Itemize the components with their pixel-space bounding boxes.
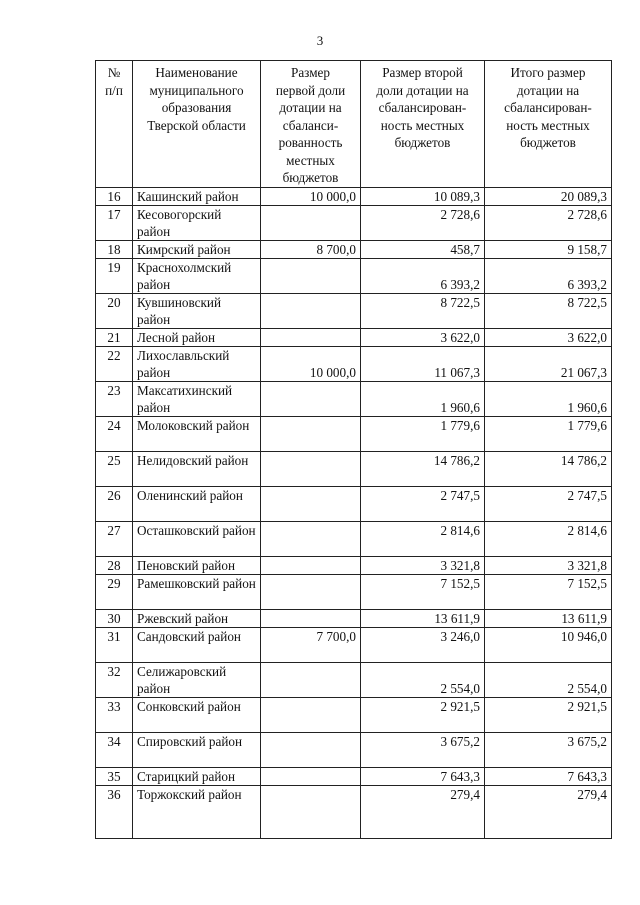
municipality-name: Оленинский район: [133, 487, 261, 522]
first-share-value: [261, 663, 361, 698]
municipality-name: Нелидовский район: [133, 452, 261, 487]
row-number: 27: [96, 522, 133, 557]
first-share-value: [261, 522, 361, 557]
total-value: 2 554,0: [485, 663, 612, 698]
row-number: 31: [96, 628, 133, 663]
row-number: 22: [96, 347, 133, 382]
first-share-value: 10 000,0: [261, 188, 361, 206]
second-share-value: 14 786,2: [361, 452, 485, 487]
second-share-value: 2 554,0: [361, 663, 485, 698]
table-row: [96, 347, 612, 382]
total-value: 10 946,0: [485, 628, 612, 663]
municipality-name: Краснохолмский район: [133, 259, 261, 294]
row-number: 23: [96, 382, 133, 417]
first-share-value: 7 700,0: [261, 628, 361, 663]
municipality-name: Кашинский район: [133, 188, 261, 206]
first-share-value: [261, 733, 361, 768]
first-share-value: [261, 417, 361, 452]
first-share-value: [261, 786, 361, 839]
total-value: 6 393,2: [485, 259, 612, 294]
row-number: 26: [96, 487, 133, 522]
municipality-name: Спировский район: [133, 733, 261, 768]
first-share-value: 10 000,0: [261, 347, 361, 382]
municipality-name: Ржевский район: [133, 610, 261, 628]
total-value: 2 921,5: [485, 698, 612, 733]
second-share-value: 13 611,9: [361, 610, 485, 628]
first-share-value: [261, 382, 361, 417]
first-share-value: [261, 294, 361, 329]
page-number: 3: [316, 33, 324, 48]
municipality-name: Осташковский район: [133, 522, 261, 557]
total-value: 2 814,6: [485, 522, 612, 557]
total-value: 3 622,0: [485, 329, 612, 347]
total-value: 13 611,9: [485, 610, 612, 628]
municipality-name: Торжокский район: [133, 786, 261, 839]
row-number: 35: [96, 768, 133, 786]
header-total: Итого размер дотации на сбалансирован- ность местных бюджетов: [485, 61, 612, 188]
second-share-value: 3 622,0: [361, 329, 485, 347]
table-row: [96, 259, 612, 294]
municipality-name: Сонковский район: [133, 698, 261, 733]
first-share-value: [261, 610, 361, 628]
total-value: 3 321,8: [485, 557, 612, 575]
second-share-value: 1 779,6: [361, 417, 485, 452]
row-number: 36: [96, 786, 133, 839]
table-row: [96, 575, 612, 610]
header-second-share: Размер второй доли дотации на сбалансирован- ность местных бюджетов: [361, 61, 485, 188]
total-value: 2 747,5: [485, 487, 612, 522]
header-number: № п/п: [96, 61, 133, 188]
table-row: [96, 188, 612, 206]
second-share-value: 7 643,3: [361, 768, 485, 786]
row-number: 20: [96, 294, 133, 329]
total-value: 3 675,2: [485, 733, 612, 768]
second-share-value: 11 067,3: [361, 347, 485, 382]
second-share-value: 279,4: [361, 786, 485, 839]
row-number: 33: [96, 698, 133, 733]
row-number: 29: [96, 575, 133, 610]
total-value: 1 960,6: [485, 382, 612, 417]
municipality-name: Максатихинский район: [133, 382, 261, 417]
municipality-name: Кимрский район: [133, 241, 261, 259]
subsidy-table: [95, 60, 612, 839]
total-value: 21 067,3: [485, 347, 612, 382]
table-row: [96, 786, 612, 839]
municipality-name: Кесовогорский район: [133, 206, 261, 241]
row-number: 16: [96, 188, 133, 206]
row-number: 19: [96, 259, 133, 294]
row-number: 25: [96, 452, 133, 487]
second-share-value: 10 089,3: [361, 188, 485, 206]
total-value: 7 152,5: [485, 575, 612, 610]
row-number: 34: [96, 733, 133, 768]
table-row: [96, 452, 612, 487]
total-value: 9 158,7: [485, 241, 612, 259]
first-share-value: [261, 452, 361, 487]
table-row: [96, 487, 612, 522]
municipality-name: Лихославльский район: [133, 347, 261, 382]
first-share-value: [261, 329, 361, 347]
municipality-name: Старицкий район: [133, 768, 261, 786]
second-share-value: 7 152,5: [361, 575, 485, 610]
table-row: [96, 698, 612, 733]
table-row: [96, 663, 612, 698]
municipality-name: Сандовский район: [133, 628, 261, 663]
row-number: 18: [96, 241, 133, 259]
table-row: [96, 628, 612, 663]
first-share-value: [261, 206, 361, 241]
table-row: [96, 522, 612, 557]
table-header-row: [96, 61, 612, 188]
second-share-value: 1 960,6: [361, 382, 485, 417]
total-value: 20 089,3: [485, 188, 612, 206]
table-row: [96, 768, 612, 786]
row-number: 30: [96, 610, 133, 628]
total-value: 279,4: [485, 786, 612, 839]
second-share-value: 2 921,5: [361, 698, 485, 733]
row-number: 28: [96, 557, 133, 575]
first-share-value: [261, 575, 361, 610]
second-share-value: 6 393,2: [361, 259, 485, 294]
first-share-value: 8 700,0: [261, 241, 361, 259]
table-row: [96, 733, 612, 768]
row-number: 32: [96, 663, 133, 698]
second-share-value: 3 321,8: [361, 557, 485, 575]
table-row: [96, 417, 612, 452]
municipality-name: Рамешковский район: [133, 575, 261, 610]
second-share-value: 3 246,0: [361, 628, 485, 663]
row-number: 17: [96, 206, 133, 241]
municipality-name: Селижаровский район: [133, 663, 261, 698]
total-value: 8 722,5: [485, 294, 612, 329]
municipality-name: Лесной район: [133, 329, 261, 347]
row-number: 24: [96, 417, 133, 452]
table-body: [96, 188, 612, 839]
header-municipality: Наименование муниципального образования Тверской области: [133, 61, 261, 188]
municipality-name: Молоковский район: [133, 417, 261, 452]
second-share-value: 2 747,5: [361, 487, 485, 522]
first-share-value: [261, 259, 361, 294]
table-row: [96, 206, 612, 241]
first-share-value: [261, 487, 361, 522]
first-share-value: [261, 698, 361, 733]
table-row: [96, 382, 612, 417]
header-first-share: Размер первой доли дотации на сбаланси- рованность местных бюджетов: [261, 61, 361, 188]
second-share-value: 2 814,6: [361, 522, 485, 557]
table-row: [96, 610, 612, 628]
second-share-value: 2 728,6: [361, 206, 485, 241]
total-value: 2 728,6: [485, 206, 612, 241]
second-share-value: 8 722,5: [361, 294, 485, 329]
total-value: 14 786,2: [485, 452, 612, 487]
table-row: [96, 557, 612, 575]
table-row: [96, 294, 612, 329]
municipality-name: Кувшиновский район: [133, 294, 261, 329]
first-share-value: [261, 768, 361, 786]
total-value: 7 643,3: [485, 768, 612, 786]
second-share-value: 458,7: [361, 241, 485, 259]
table-row: [96, 329, 612, 347]
total-value: 1 779,6: [485, 417, 612, 452]
municipality-name: Пеновский район: [133, 557, 261, 575]
table-row: [96, 241, 612, 259]
row-number: 21: [96, 329, 133, 347]
second-share-value: 3 675,2: [361, 733, 485, 768]
first-share-value: [261, 557, 361, 575]
